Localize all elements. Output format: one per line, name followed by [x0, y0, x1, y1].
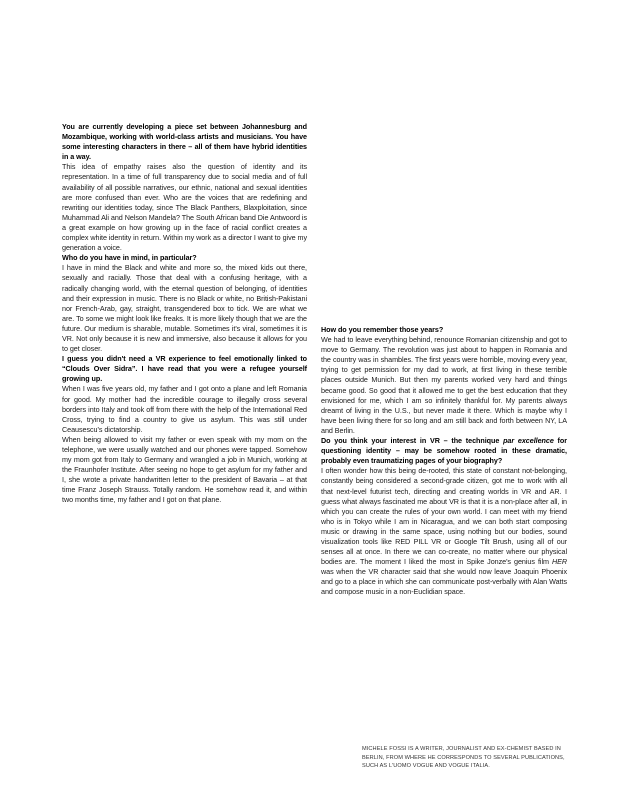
interview-question	[321, 436, 567, 466]
interview-left-column	[62, 122, 307, 506]
interview-answer: I have in mind the Black and white and more so, the mixed kids out there, sexually and racially. Those that deal with a confusing heritage, with a radically changing world, with the eternal question of belonging, of identities and their expression in music. There is no Black or white, no British-Pakistani nor French-Arab, gay, straight, transgendered box to tick. We are what we are. To some we might look like freaks. It is more likely though that we are the future. Our medium is sharable, mutable. Sometimes it's viral, sometimes it is VR. Not only because it is new and immersive, also because it allows for you to get closer.	[62, 263, 307, 354]
interview-answer: When being allowed to visit my father or even speak with my mom on the telephone, we were usually watched and our phones were tapped. Somehow my mom got from Italy to Germany and wrangled a job in Munich, working at the Fraunhofer Institute. After seeing no hope to get asylum for my father and I, she wrote a private handwritten letter to the president of Bavaria – at that time Franz Joseph Strauss. Totally random. He somehow read it, and within two months time, my father and I got on that plane.	[62, 434, 307, 505]
interview-right-column	[321, 325, 567, 598]
interview-question: How do you remember those years?	[321, 325, 444, 334]
question-text-part: Do you think your interest in VR – the technique	[321, 436, 504, 446]
answer-text-part: I often wonder how this being de-rooted, this state of constant not-belonging, constantly being considered a second-grade citizen, got me to work with all that next-level futurist tech, directing and creating worlds in VR and AR. I guess what always fascinated me about VR is that it is a non-place after all, in which you can create the rules of your own world. I can meet with my friend who is in Tokyo while I am in Nicaragua, and we can both start composing music or drawing in the same space, using nothing but our bodies, sound visualization tools like RED PILL VR or Google Tilt Brush, using all of our senses all at once. In there we can co-create, no matter where our physical bodies are. The moment I liked the most in Spike Jonze's genius film	[321, 466, 567, 567]
interview-answer: This idea of empathy raises also the question of identity and its representation. In a time of full transparency due to social media and of full availability of all possible narratives, our ethnic, national and sexual identities are more confused than ever. Who are the voices that are redefining and rewriting our identities today, since The Black Panthers, Blaxploitation, since Muhammad Ali and Nelson Mandela? The South African band Die Antwoord is a great example on how growing up in the face of racial conflict creates a complex white identity in return. Within my work as a director I want to give my generation a voice.	[62, 162, 307, 253]
question-text-emphasis: par excellence	[503, 436, 554, 446]
author-bio-text: MICHELE FOSSI IS A WRITER, JOURNALIST AND EX-CHEMIST BASED IN BERLIN, FROM WHERE HE CORRESPONDS TO SEVERAL PUBLICATIONS, SUCH AS L'UOMO VOGUE AND VOGUE ITALIA.	[362, 746, 565, 770]
interview-question: I guess you didn't need a VR experience to feel emotionally linked to “Clouds Over Sidra”. I have read that you were a refugee yourself growing up.	[62, 354, 307, 384]
author-bio	[362, 745, 577, 771]
answer-text-part: was when the VR character said that she would now leave Joaquin Phoenix and go to a place in which she can communicate post-verbally with Alan Watts and compose music in a non-Euclidian space.	[321, 567, 567, 597]
interview-question: Who do you have in mind, in particular?	[62, 253, 197, 263]
film-title-emphasis: HER	[551, 557, 567, 567]
interview-answer	[321, 466, 567, 597]
question-text-part: for questioning identity – may be somehow rooted in these dramatic, probably even traumatizing pages of your biography?	[321, 436, 567, 466]
interview-question: You are currently developing a piece set between Johannesburg and Mozambique, working with world-class artists and musicians. You have some interesting characters in there – all of them have hybrid identities in a way.	[62, 122, 307, 162]
interview-answer: When I was five years old, my father and I got onto a plane and left Romania for good. My mother had the incredible courage to illegally cross several borders into Italy and took off from there with the help of the International Red Cross, trying to find a country to give us asylum. This was still under Ceausescu's dictatorship.	[62, 384, 307, 434]
interview-answer: We had to leave everything behind, renounce Romanian citizenship and got to move to Germany. The revolution was just about to happen in Romania and the country was in shambles. The first years were horrible, moving every year, trying to get permission for my dad to work, at first living in these terrible places outside Munich. But then my parents worked very hard and things became good. So good that it allowed me to get the best education that they envisioned for me, which I am so infinitely thankful for. My parents always dreamt of living in the U.S., but never made it there. Which is maybe why I have been living there for so long and am still back and forth between NY, LA and Berlin.	[321, 335, 567, 435]
